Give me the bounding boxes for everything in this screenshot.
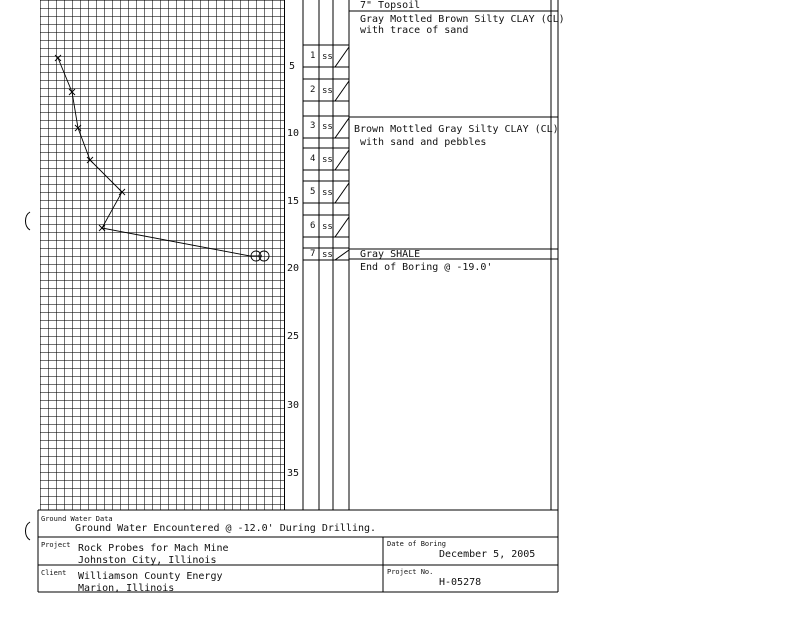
depth-label: 30 (287, 400, 300, 411)
sample-type: ss (322, 155, 333, 165)
project-no: H-05278 (439, 577, 482, 588)
sample-type: ss (322, 52, 333, 62)
sample-number: 5 (310, 187, 316, 197)
end-of-boring: End of Boring @ -19.0' (360, 262, 493, 273)
boring-date-label: Date of Boring (387, 540, 447, 548)
sample-type: ss (322, 222, 333, 232)
sample-type: ss (322, 86, 333, 96)
sample-type: ss (322, 122, 333, 132)
client-label: Client (41, 569, 67, 577)
stratum-description: Gray Mottled Brown Silty CLAY (CL) (360, 14, 565, 25)
boring-date: December 5, 2005 (439, 549, 536, 560)
project-location: Johnston City, Illinois (78, 555, 217, 566)
depth-label: 5 (289, 61, 296, 72)
client-location: Marion, Illinois (78, 583, 175, 594)
stratum-description: Brown Mottled Gray Silty CLAY (CL) (354, 124, 559, 135)
depth-label: 35 (287, 468, 300, 479)
sample-number: 1 (310, 51, 316, 61)
test-data-grid (40, 0, 285, 510)
depth-label: 20 (287, 263, 300, 274)
sample-number: 3 (310, 121, 316, 131)
stratum-topsoil: 7" Topsoil (360, 0, 421, 11)
depth-label: 15 (287, 196, 300, 207)
sample-number: 7 (310, 249, 316, 259)
stratum-description: Gray SHALE (360, 249, 421, 260)
depth-label: 10 (287, 128, 300, 139)
stratum-note: with trace of sand (360, 25, 469, 36)
groundwater-label: Ground Water Data (41, 515, 113, 523)
groundwater-text: Ground Water Encountered @ -12.0' During Drilling. (75, 523, 377, 534)
sample-type: ss (322, 188, 333, 198)
sample-number: 2 (310, 85, 316, 95)
sample-number: 4 (310, 154, 316, 164)
sample-number: 6 (310, 221, 316, 231)
project-label: Project (41, 541, 71, 549)
client-name: Williamson County Energy (78, 571, 223, 582)
stratum-note: with sand and pebbles (360, 137, 487, 148)
sample-type: ss (322, 250, 333, 260)
project-no-label: Project No. (387, 568, 434, 576)
project-name: Rock Probes for Mach Mine (78, 543, 229, 554)
depth-label: 25 (287, 331, 300, 342)
